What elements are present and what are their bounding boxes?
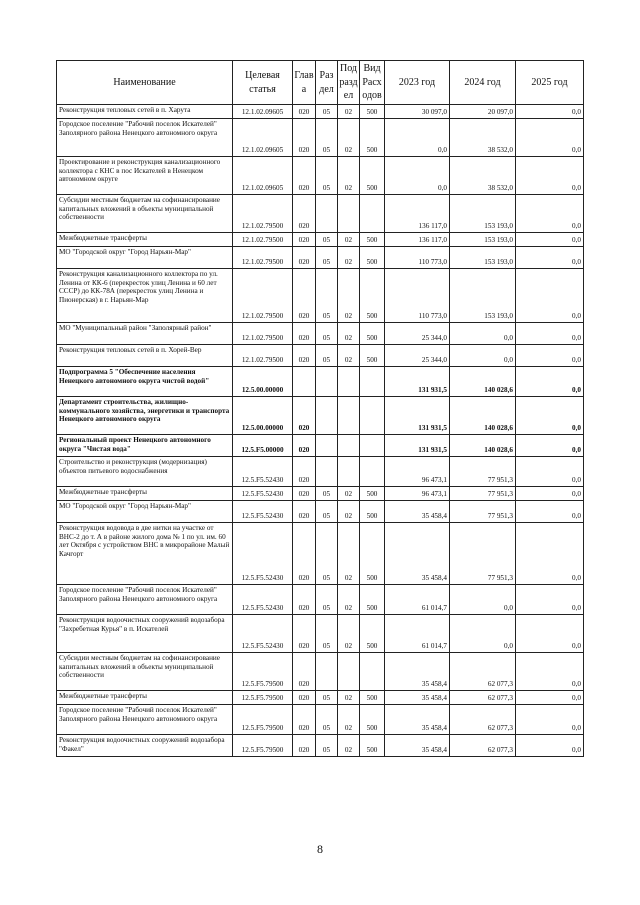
cell-pr: 02 (338, 585, 360, 615)
cell-pr: 02 (338, 233, 360, 247)
cell-gl: 020 (293, 233, 316, 247)
cell-code: 12.5.F5.52430 (233, 487, 293, 501)
cell-pr: 02 (338, 105, 360, 119)
cell-vr: 500 (360, 705, 385, 735)
cell-v2025: 0,0 (516, 735, 584, 757)
cell-rz: 05 (316, 585, 338, 615)
cell-v2023: 131 931,5 (385, 435, 450, 457)
table-row (57, 523, 584, 585)
cell-gl: 020 (293, 585, 316, 615)
cell-code: 12.5.F5.00000 (233, 435, 293, 457)
cell-gl: 020 (293, 501, 316, 523)
cell-rz: 05 (316, 523, 338, 585)
table-row (57, 435, 584, 457)
cell-code: 12.1.02.79500 (233, 195, 293, 233)
cell-code: 12.5.F5.52430 (233, 585, 293, 615)
cell-v2025: 0,0 (516, 345, 584, 367)
cell-rz (316, 397, 338, 435)
table-row (57, 487, 584, 501)
cell-v2024: 153 193,0 (450, 269, 516, 323)
col-header-2024: 2024 год (450, 61, 516, 105)
cell-pr: 02 (338, 735, 360, 757)
cell-v2025: 0,0 (516, 367, 584, 397)
cell-name: Субсидии местным бюджетам на софинансирование капитальных вложений в объекты муниципальной собственности (57, 195, 233, 233)
cell-v2024: 153 193,0 (450, 247, 516, 269)
cell-gl: 020 (293, 247, 316, 269)
cell-v2025: 0,0 (516, 397, 584, 435)
cell-gl: 020 (293, 345, 316, 367)
cell-v2025: 0,0 (516, 501, 584, 523)
cell-vr (360, 367, 385, 397)
table-row (57, 157, 584, 195)
cell-v2023: 35 458,4 (385, 691, 450, 705)
cell-vr: 500 (360, 323, 385, 345)
cell-code: 12.1.02.79500 (233, 233, 293, 247)
table-row (57, 705, 584, 735)
cell-gl: 020 (293, 435, 316, 457)
cell-v2024: 62 077,3 (450, 705, 516, 735)
cell-v2023: 96 473,1 (385, 457, 450, 487)
cell-v2024: 77 951,3 (450, 457, 516, 487)
cell-name: Реконструкция водоочистных сооружений водозабора "Захребетная Курья" в п. Искателей (57, 615, 233, 653)
cell-name: Реконструкция канализационного коллектора по ул. Ленина от КК-6 (перекресток улиц Ленина и 60 лет СССР) до КК-78А (перекресток улиц Ленина и Пионерская) в г. Нарьян-Мар (57, 269, 233, 323)
cell-v2024: 0,0 (450, 585, 516, 615)
cell-name: Департамент строительства, жилищно-коммунального хозяйства, энергетики и транспорта Ненецкого автономного округа (57, 397, 233, 435)
cell-v2025: 0,0 (516, 195, 584, 233)
cell-name: Межбюджетные трансферты (57, 691, 233, 705)
cell-gl: 020 (293, 269, 316, 323)
col-header-podrazdel: Под разд ел (338, 61, 360, 105)
cell-v2024: 77 951,3 (450, 487, 516, 501)
col-header-glava: Глав а (293, 61, 316, 105)
cell-pr (338, 367, 360, 397)
cell-v2023: 35 458,4 (385, 653, 450, 691)
cell-pr: 02 (338, 157, 360, 195)
cell-v2025: 0,0 (516, 691, 584, 705)
cell-rz: 05 (316, 269, 338, 323)
cell-vr: 500 (360, 487, 385, 501)
cell-v2024: 153 193,0 (450, 233, 516, 247)
cell-name: Подпрограмма 5 "Обеспечение населения Ненецкого автономного округа чистой водой" (57, 367, 233, 397)
cell-v2023: 30 097,0 (385, 105, 450, 119)
cell-v2023: 136 117,0 (385, 195, 450, 233)
cell-code: 12.1.02.79500 (233, 323, 293, 345)
col-header-name: Наименование (57, 61, 233, 105)
cell-v2024: 38 532,0 (450, 119, 516, 157)
table-row (57, 457, 584, 487)
cell-v2024: 140 028,6 (450, 435, 516, 457)
col-header-razdel: Раз дел (316, 61, 338, 105)
table-row (57, 501, 584, 523)
cell-pr (338, 457, 360, 487)
cell-vr: 500 (360, 735, 385, 757)
cell-gl: 020 (293, 705, 316, 735)
cell-v2025: 0,0 (516, 523, 584, 585)
cell-vr: 500 (360, 233, 385, 247)
cell-vr: 500 (360, 345, 385, 367)
cell-v2024: 0,0 (450, 345, 516, 367)
budget-table (56, 60, 584, 757)
cell-v2025: 0,0 (516, 269, 584, 323)
cell-name: Субсидии местным бюджетам на софинансирование капитальных вложений в объекты муниципальной собственности (57, 653, 233, 691)
cell-v2023: 131 931,5 (385, 367, 450, 397)
cell-name: Городское поселение "Рабочий поселок Искателей" Заполярного района Ненецкого автономного округа (57, 705, 233, 735)
cell-gl: 020 (293, 157, 316, 195)
cell-v2024: 20 097,0 (450, 105, 516, 119)
cell-gl: 020 (293, 397, 316, 435)
cell-v2024: 38 532,0 (450, 157, 516, 195)
col-header-vid: Вид Расх одов (360, 61, 385, 105)
cell-gl: 020 (293, 105, 316, 119)
cell-v2023: 0,0 (385, 119, 450, 157)
cell-name: Реконструкция тепловых сетей в п. Харута (57, 105, 233, 119)
cell-v2023: 35 458,4 (385, 735, 450, 757)
table-row (57, 323, 584, 345)
cell-v2025: 0,0 (516, 247, 584, 269)
cell-rz: 05 (316, 501, 338, 523)
cell-pr (338, 397, 360, 435)
cell-rz: 05 (316, 487, 338, 501)
cell-pr (338, 195, 360, 233)
cell-pr: 02 (338, 119, 360, 157)
cell-v2024: 62 077,3 (450, 735, 516, 757)
table-row (57, 735, 584, 757)
cell-pr: 02 (338, 705, 360, 735)
cell-name: Реконструкция водоочистных сооружений водозабора "Факел" (57, 735, 233, 757)
cell-v2025: 0,0 (516, 435, 584, 457)
cell-v2023: 110 773,0 (385, 247, 450, 269)
cell-v2025: 0,0 (516, 653, 584, 691)
cell-v2025: 0,0 (516, 105, 584, 119)
col-header-2023: 2023 год (385, 61, 450, 105)
cell-gl: 020 (293, 523, 316, 585)
cell-code: 12.5.F5.79500 (233, 735, 293, 757)
cell-v2023: 0,0 (385, 157, 450, 195)
cell-code: 12.1.02.09605 (233, 105, 293, 119)
cell-vr: 500 (360, 585, 385, 615)
cell-vr: 500 (360, 501, 385, 523)
cell-code: 12.1.02.09605 (233, 119, 293, 157)
cell-v2023: 61 014,7 (385, 615, 450, 653)
cell-v2025: 0,0 (516, 119, 584, 157)
cell-pr (338, 435, 360, 457)
cell-rz (316, 653, 338, 691)
cell-vr (360, 195, 385, 233)
cell-pr: 02 (338, 523, 360, 585)
cell-gl: 020 (293, 487, 316, 501)
cell-pr: 02 (338, 691, 360, 705)
cell-vr: 500 (360, 615, 385, 653)
cell-code: 12.5.00.00000 (233, 397, 293, 435)
cell-pr: 02 (338, 615, 360, 653)
cell-vr (360, 397, 385, 435)
cell-name: МО "Муниципальный район "Заполярный район" (57, 323, 233, 345)
cell-rz: 05 (316, 323, 338, 345)
cell-pr: 02 (338, 323, 360, 345)
cell-code: 12.1.02.79500 (233, 345, 293, 367)
cell-name: Реконструкция водовода в две нитки на участке от ВНС-2 до т. А в районе жилого дома № 1 по ул. им. 60 лет Октября с устройством ВНС в микрорайоне Малый Качгорт (57, 523, 233, 585)
cell-gl: 020 (293, 323, 316, 345)
cell-rz: 05 (316, 691, 338, 705)
cell-v2024: 62 077,3 (450, 653, 516, 691)
cell-gl: 020 (293, 653, 316, 691)
cell-name: Межбюджетные трансферты (57, 487, 233, 501)
cell-v2024: 77 951,3 (450, 523, 516, 585)
cell-code: 12.5.F5.79500 (233, 653, 293, 691)
cell-name: МО "Городской округ "Город Нарьян-Мар" (57, 501, 233, 523)
cell-v2025: 0,0 (516, 233, 584, 247)
cell-code: 12.1.02.79500 (233, 269, 293, 323)
cell-rz: 05 (316, 105, 338, 119)
cell-code: 12.5.F5.79500 (233, 705, 293, 735)
page-number: 8 (317, 842, 323, 856)
cell-rz: 05 (316, 119, 338, 157)
cell-vr (360, 435, 385, 457)
cell-code: 12.5.F5.52430 (233, 615, 293, 653)
cell-v2023: 25 344,0 (385, 323, 450, 345)
cell-v2025: 0,0 (516, 615, 584, 653)
cell-v2023: 136 117,0 (385, 233, 450, 247)
table-row (57, 269, 584, 323)
cell-v2024: 0,0 (450, 323, 516, 345)
table-row (57, 397, 584, 435)
cell-rz (316, 435, 338, 457)
cell-v2024: 153 193,0 (450, 195, 516, 233)
table-row (57, 367, 584, 397)
cell-gl: 020 (293, 119, 316, 157)
cell-v2025: 0,0 (516, 157, 584, 195)
cell-name: МО "Городской округ "Город Нарьян-Мар" (57, 247, 233, 269)
cell-pr: 02 (338, 269, 360, 323)
cell-v2025: 0,0 (516, 457, 584, 487)
cell-rz: 05 (316, 735, 338, 757)
cell-v2023: 131 931,5 (385, 397, 450, 435)
cell-v2025: 0,0 (516, 323, 584, 345)
cell-vr (360, 653, 385, 691)
cell-code: 12.5.00.00000 (233, 367, 293, 397)
cell-code: 12.5.F5.52430 (233, 501, 293, 523)
cell-name: Региональный проект Ненецкого автономного округа "Чистая вода" (57, 435, 233, 457)
cell-gl: 020 (293, 615, 316, 653)
cell-rz: 05 (316, 157, 338, 195)
cell-gl: 020 (293, 457, 316, 487)
cell-code: 12.5.F5.52430 (233, 523, 293, 585)
cell-pr: 02 (338, 345, 360, 367)
cell-v2023: 110 773,0 (385, 269, 450, 323)
cell-rz: 05 (316, 345, 338, 367)
cell-vr: 500 (360, 269, 385, 323)
cell-gl: 020 (293, 195, 316, 233)
cell-pr: 02 (338, 501, 360, 523)
table-row (57, 247, 584, 269)
cell-code: 12.5.F5.79500 (233, 691, 293, 705)
cell-v2023: 35 458,4 (385, 501, 450, 523)
cell-rz: 05 (316, 615, 338, 653)
cell-gl (293, 367, 316, 397)
cell-name: Городское поселение "Рабочий поселок Искателей" Заполярного района Ненецкого автономного округа (57, 585, 233, 615)
cell-name: Городское поселение "Рабочий поселок Искателей" Заполярного района Ненецкого автономного округа (57, 119, 233, 157)
cell-vr: 500 (360, 523, 385, 585)
table-row (57, 233, 584, 247)
cell-rz: 05 (316, 247, 338, 269)
cell-rz (316, 195, 338, 233)
table-row (57, 195, 584, 233)
cell-v2024: 62 077,3 (450, 691, 516, 705)
cell-name: Строительство и реконструкция (модернизация) объектов питьевого водоснабжения (57, 457, 233, 487)
table-row (57, 615, 584, 653)
budget-sheet (56, 60, 583, 757)
cell-v2023: 35 458,4 (385, 523, 450, 585)
cell-v2025: 0,0 (516, 585, 584, 615)
cell-gl: 020 (293, 735, 316, 757)
table-row (57, 119, 584, 157)
col-header-target: Целевая статья (233, 61, 293, 105)
cell-vr: 500 (360, 105, 385, 119)
cell-code: 12.1.02.09605 (233, 157, 293, 195)
cell-vr: 500 (360, 119, 385, 157)
cell-gl: 020 (293, 691, 316, 705)
cell-v2023: 25 344,0 (385, 345, 450, 367)
cell-v2023: 35 458,4 (385, 705, 450, 735)
cell-code: 12.5.F5.52430 (233, 457, 293, 487)
header-row (57, 61, 584, 105)
cell-name: Реконструкция тепловых сетей в п. Хорей-Вер (57, 345, 233, 367)
cell-v2025: 0,0 (516, 705, 584, 735)
cell-rz: 05 (316, 233, 338, 247)
cell-v2024: 140 028,6 (450, 397, 516, 435)
table-row (57, 345, 584, 367)
cell-v2024: 0,0 (450, 615, 516, 653)
cell-name: Проектирование и реконструкция канализационного коллектора с КНС в пос Искателей в Ненецком автономном округе (57, 157, 233, 195)
cell-vr: 500 (360, 157, 385, 195)
cell-pr (338, 653, 360, 691)
table-row (57, 585, 584, 615)
cell-v2025: 0,0 (516, 487, 584, 501)
cell-vr (360, 457, 385, 487)
cell-v2023: 61 014,7 (385, 585, 450, 615)
cell-v2023: 96 473,1 (385, 487, 450, 501)
cell-v2024: 140 028,6 (450, 367, 516, 397)
cell-vr: 500 (360, 691, 385, 705)
cell-code: 12.1.02.79500 (233, 247, 293, 269)
cell-rz (316, 457, 338, 487)
table-row (57, 653, 584, 691)
cell-v2024: 77 951,3 (450, 501, 516, 523)
cell-rz (316, 367, 338, 397)
col-header-2025: 2025 год (516, 61, 584, 105)
cell-name: Межбюджетные трансферты (57, 233, 233, 247)
table-row (57, 691, 584, 705)
cell-pr: 02 (338, 487, 360, 501)
cell-rz: 05 (316, 705, 338, 735)
table-row (57, 105, 584, 119)
cell-vr: 500 (360, 247, 385, 269)
cell-pr: 02 (338, 247, 360, 269)
